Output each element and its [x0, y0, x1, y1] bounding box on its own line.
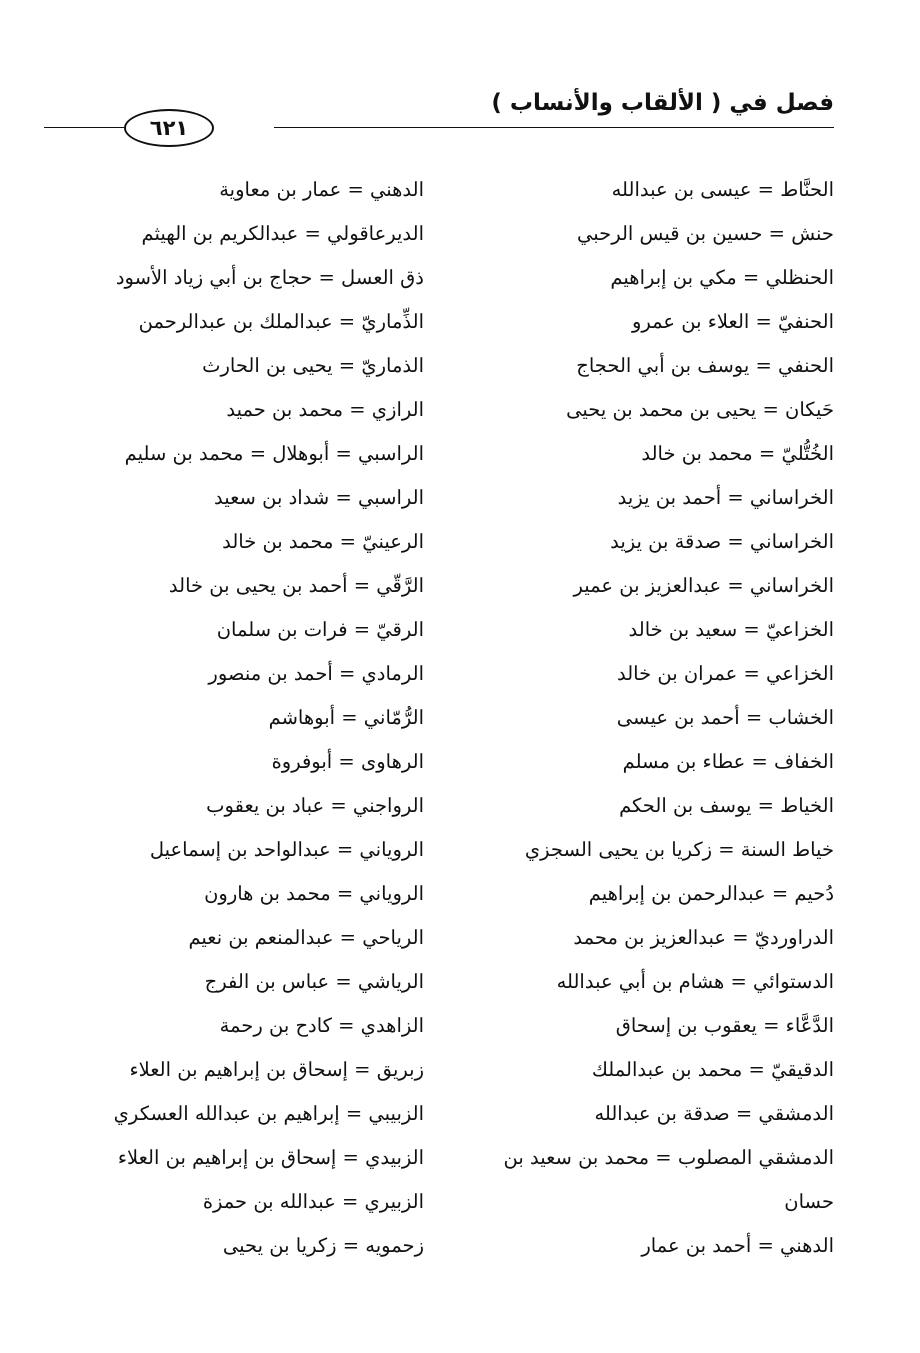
list-item: الخفاف = عطاء بن مسلم: [622, 750, 834, 773]
list-item: الذماريّ = يحيى بن الحارث: [202, 354, 424, 377]
list-item: الدمشقي المصلوب = محمد بن سعيد بن حسان: [503, 1146, 834, 1213]
list-item: الدهني = عمار بن معاوية: [219, 178, 424, 201]
list-item: الزبيبي = إبراهيم بن عبدالله العسكري: [113, 1102, 424, 1125]
list-item: الحنفي = يوسف بن أبي الحجاج: [576, 354, 834, 377]
list-item: الدقيقيّ = محمد بن عبدالملك: [591, 1058, 834, 1081]
list-item: الروياني = عبدالواحد بن إسماعيل: [149, 838, 424, 861]
page-header: [74, 90, 834, 150]
list-item: الرواجني = عباد بن يعقوب: [206, 794, 424, 817]
list-item: الدَّعَّاء = يعقوب بن إسحاق: [615, 1014, 834, 1037]
list-item: الروياني = محمد بن هارون: [204, 882, 424, 905]
list-item: الرقيّ = فرات بن سلمان: [216, 618, 424, 641]
list-item: الرعينيّ = محمد بن خالد: [222, 530, 424, 553]
list-item: الزبيري = عبدالله بن حمزة: [202, 1190, 424, 1213]
list-item: الدمشقي = صدقة بن عبدالله: [594, 1102, 834, 1125]
list-item: الخراساني = صدقة بن يزيد: [610, 530, 834, 553]
list-item: الذِّماريّ = عبدالملك بن عبدالرحمن: [138, 310, 424, 333]
list-item: حنش = حسين بن قيس الرحبي: [577, 222, 834, 245]
list-item: الزبيدي = إسحاق بن إبراهيم بن العلاء: [117, 1146, 424, 1169]
list-item: الخُتُّليّ = محمد بن خالد: [641, 442, 834, 465]
list-item: الدستوائي = هشام بن أبي عبدالله: [556, 970, 834, 993]
list-item: حَيكان = يحيى بن محمد بن يحيى: [566, 398, 834, 421]
chapter-title: فصل في ( الألقاب والأنساب ): [491, 90, 834, 116]
list-item: خياط السنة = زكريا بن يحيى السجزي: [524, 838, 834, 861]
header-rule: [274, 127, 834, 128]
list-item: زحمويه = زكريا بن يحيى: [222, 1234, 424, 1257]
list-item: الخياط = يوسف بن الحكم: [619, 794, 834, 817]
list-item: دُحيم = عبدالرحمن بن إبراهيم: [588, 882, 834, 905]
list-item: الرازي = محمد بن حميد: [226, 398, 424, 421]
list-item: الخراساني = أحمد بن يزيد: [617, 486, 834, 509]
list-item: الرياحي = عبدالمنعم بن نعيم: [188, 926, 424, 949]
list-item: زبريق = إسحاق بن إبراهيم بن العلاء: [129, 1058, 424, 1081]
list-item: الرمادي = أحمد بن منصور: [208, 662, 424, 685]
list-item: الدهني = أحمد بن عمار: [641, 1234, 834, 1257]
list-item: الحنفيّ = العلاء بن عمرو: [631, 310, 834, 333]
list-item: الخراساني = عبدالعزيز بن عمير: [573, 574, 834, 597]
list-item: الخزاعيّ = سعيد بن خالد: [628, 618, 834, 641]
page-number: ٦٢١: [124, 109, 214, 147]
list-item: الرُّمّاني = أبوهاشم: [268, 706, 424, 729]
list-item: الحنَّاط = عيسى بن عبدالله: [611, 178, 834, 201]
list-item: الزاهدي = كادح بن رحمة: [219, 1014, 424, 1037]
list-item: الراسبي = أبوهلال = محمد بن سليم: [124, 442, 424, 465]
right-column: [464, 168, 834, 1268]
header-rule-left: [44, 127, 124, 128]
list-item: الدراورديّ = عبدالعزيز بن محمد: [573, 926, 834, 949]
left-column: [94, 168, 424, 1268]
list-item: الرَّقّي = أحمد بن يحيى بن خالد: [168, 574, 424, 597]
list-item: الخزاعي = عمران بن خالد: [617, 662, 834, 685]
list-item: الحنظلي = مكي بن إبراهيم: [610, 266, 834, 289]
list-item: الديرعاقولي = عبدالكريم بن الهيثم: [141, 222, 424, 245]
list-item: الرهاوى = أبوفروة: [271, 750, 424, 773]
list-item: الراسبي = شداد بن سعيد: [214, 486, 424, 509]
list-item: الرياشي = عباس بن الفرج: [204, 970, 424, 993]
list-item: الخشاب = أحمد بن عيسى: [616, 706, 834, 729]
list-item: ذق العسل = حجاج بن أبي زياد الأسود: [115, 266, 424, 289]
